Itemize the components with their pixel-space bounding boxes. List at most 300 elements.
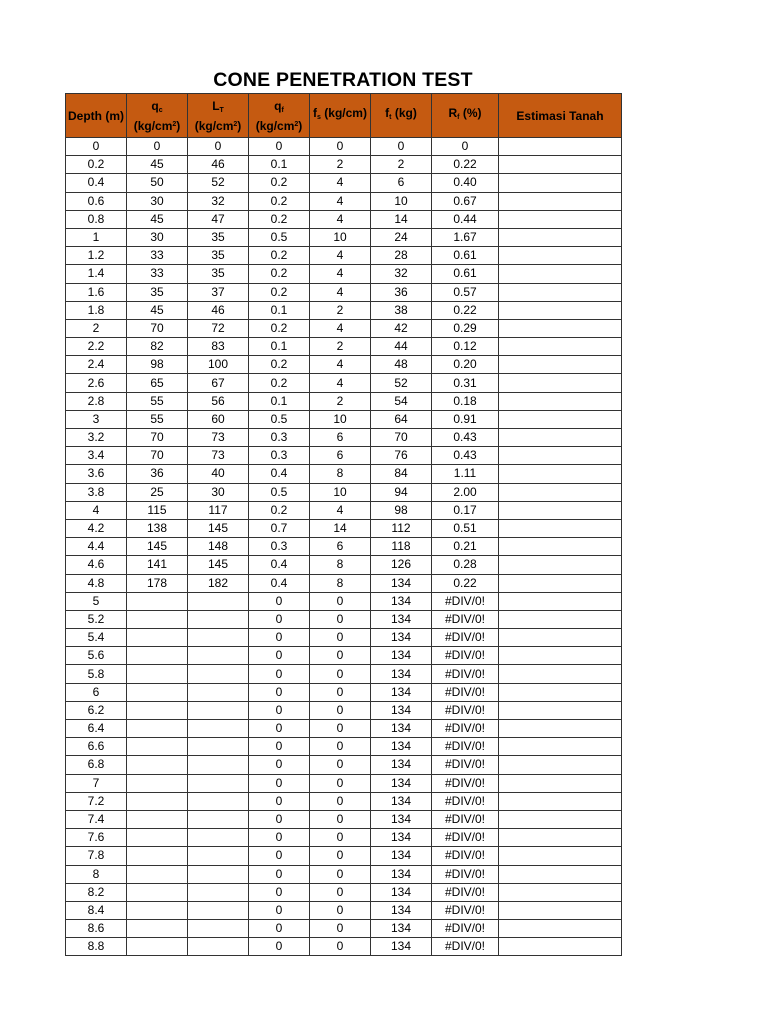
cell-qc: 70	[127, 319, 188, 337]
cell-estimasi	[499, 701, 622, 719]
cell-ft: 84	[371, 465, 432, 483]
cell-lt: 83	[188, 338, 249, 356]
cell-rf: 0.51	[432, 519, 499, 537]
cell-qc: 45	[127, 156, 188, 174]
cell-fs: 4	[310, 501, 371, 519]
cell-depth: 2.2	[66, 338, 127, 356]
cell-fs: 4	[310, 192, 371, 210]
cell-rf: 0.57	[432, 283, 499, 301]
header-rf	[432, 94, 499, 138]
cell-fs: 4	[310, 247, 371, 265]
cell-ft: 6	[371, 174, 432, 192]
cell-estimasi	[499, 501, 622, 519]
cell-rf: #DIV/0!	[432, 792, 499, 810]
cell-qf: 0.2	[249, 192, 310, 210]
cell-fs: 2	[310, 338, 371, 356]
cell-qc: 98	[127, 356, 188, 374]
cell-ft: 64	[371, 410, 432, 428]
cell-ft: 134	[371, 883, 432, 901]
cell-depth: 4	[66, 501, 127, 519]
cell-qf: 0.4	[249, 465, 310, 483]
cell-qc	[127, 920, 188, 938]
cell-rf: 0.12	[432, 338, 499, 356]
cell-rf: 0.22	[432, 574, 499, 592]
cell-rf: 0.28	[432, 556, 499, 574]
cell-ft: 134	[371, 938, 432, 956]
cell-qc	[127, 665, 188, 683]
cell-ft: 134	[371, 574, 432, 592]
table-row	[66, 429, 622, 447]
cell-estimasi	[499, 792, 622, 810]
cell-fs: 4	[310, 374, 371, 392]
cell-ft: 134	[371, 774, 432, 792]
cell-rf: 0.43	[432, 447, 499, 465]
cell-estimasi	[499, 883, 622, 901]
table-row	[66, 483, 622, 501]
cell-qc	[127, 810, 188, 828]
cell-ft: 134	[371, 810, 432, 828]
cell-estimasi	[499, 283, 622, 301]
cell-depth: 6.6	[66, 738, 127, 756]
cell-estimasi	[499, 774, 622, 792]
cell-estimasi	[499, 829, 622, 847]
cell-qf: 0	[249, 701, 310, 719]
cell-qf: 0.3	[249, 538, 310, 556]
header-row	[66, 94, 622, 138]
cell-rf: #DIV/0!	[432, 829, 499, 847]
cell-qc: 55	[127, 392, 188, 410]
header-ft	[371, 94, 432, 138]
cell-rf: #DIV/0!	[432, 920, 499, 938]
cell-rf: #DIV/0!	[432, 865, 499, 883]
cell-rf: #DIV/0!	[432, 738, 499, 756]
rf-subscript: f	[457, 114, 460, 121]
qc-unit: (kg/cm	[133, 118, 173, 133]
lt-unit: (kg/cm	[194, 118, 234, 133]
cell-ft: 134	[371, 720, 432, 738]
cell-rf: #DIV/0!	[432, 883, 499, 901]
cell-lt: 0	[188, 138, 249, 156]
cell-qf: 0.5	[249, 483, 310, 501]
header-lt	[188, 94, 249, 138]
cell-qc: 45	[127, 210, 188, 228]
lt-unit-close: )	[237, 118, 242, 133]
cell-fs: 8	[310, 465, 371, 483]
cell-fs: 0	[310, 629, 371, 647]
cell-estimasi	[499, 465, 622, 483]
cell-lt	[188, 901, 249, 919]
cell-rf: 1.11	[432, 465, 499, 483]
table-row	[66, 647, 622, 665]
cell-depth: 4.4	[66, 538, 127, 556]
cell-qc: 70	[127, 447, 188, 465]
cell-rf: #DIV/0!	[432, 647, 499, 665]
qc-unit-close: )	[176, 118, 181, 133]
cell-qc: 145	[127, 538, 188, 556]
table-row	[66, 883, 622, 901]
rf-symbol: R	[448, 106, 458, 120]
header-fs	[310, 94, 371, 138]
table-row	[66, 447, 622, 465]
cell-rf: #DIV/0!	[432, 756, 499, 774]
table-row	[66, 610, 622, 628]
header-depth-label: Depth (m)	[68, 108, 124, 123]
cell-depth: 6.4	[66, 720, 127, 738]
cell-ft: 134	[371, 592, 432, 610]
cell-lt	[188, 647, 249, 665]
cell-rf: #DIV/0!	[432, 847, 499, 865]
cell-fs: 0	[310, 810, 371, 828]
lt-superscript: 2	[233, 120, 238, 128]
table-row	[66, 283, 622, 301]
cell-qc	[127, 938, 188, 956]
table-row	[66, 792, 622, 810]
cell-rf: 0.44	[432, 210, 499, 228]
cell-fs: 0	[310, 720, 371, 738]
cell-depth: 2.4	[66, 356, 127, 374]
cell-fs: 0	[310, 138, 371, 156]
cell-qf: 0	[249, 629, 310, 647]
cell-qc	[127, 701, 188, 719]
fs-subscript: s	[317, 114, 321, 121]
cell-qf: 0	[249, 683, 310, 701]
table-row	[66, 319, 622, 337]
cell-depth: 1.8	[66, 301, 127, 319]
cell-depth: 8.8	[66, 938, 127, 956]
cell-lt: 145	[188, 556, 249, 574]
table-row	[66, 228, 622, 246]
cell-qc: 50	[127, 174, 188, 192]
cell-rf: 0.91	[432, 410, 499, 428]
cell-qf: 0.1	[249, 338, 310, 356]
cell-estimasi	[499, 138, 622, 156]
cell-fs: 0	[310, 647, 371, 665]
cell-ft: 112	[371, 519, 432, 537]
table-row	[66, 247, 622, 265]
cell-qf: 0.2	[249, 283, 310, 301]
cell-estimasi	[499, 265, 622, 283]
cell-estimasi	[499, 720, 622, 738]
cell-rf: 0.21	[432, 538, 499, 556]
cell-fs: 0	[310, 756, 371, 774]
cell-depth: 1	[66, 228, 127, 246]
cell-depth: 0	[66, 138, 127, 156]
cell-lt	[188, 774, 249, 792]
table-row	[66, 701, 622, 719]
cell-qf: 0.2	[249, 356, 310, 374]
cell-depth: 2.8	[66, 392, 127, 410]
table-row	[66, 156, 622, 174]
cell-qf: 0.2	[249, 174, 310, 192]
table-row	[66, 338, 622, 356]
cell-depth: 8.6	[66, 920, 127, 938]
cell-qc: 33	[127, 247, 188, 265]
qc-subscript: c	[158, 106, 163, 114]
cell-rf: #DIV/0!	[432, 720, 499, 738]
cell-qc: 70	[127, 429, 188, 447]
cell-lt: 148	[188, 538, 249, 556]
cell-estimasi	[499, 610, 622, 628]
cell-lt: 60	[188, 410, 249, 428]
cell-lt: 32	[188, 192, 249, 210]
table-row	[66, 174, 622, 192]
header-qf	[249, 94, 310, 138]
cell-lt	[188, 883, 249, 901]
cell-depth: 3	[66, 410, 127, 428]
qf-symbol: q	[274, 98, 282, 113]
table-row	[66, 938, 622, 956]
table-row	[66, 738, 622, 756]
cell-ft: 36	[371, 283, 432, 301]
cell-qf: 0	[249, 774, 310, 792]
cell-ft: 52	[371, 374, 432, 392]
cell-qc	[127, 883, 188, 901]
ft-subscript: t	[389, 114, 392, 121]
cell-depth: 8	[66, 865, 127, 883]
cell-qc: 0	[127, 138, 188, 156]
cell-fs: 0	[310, 774, 371, 792]
cell-lt: 35	[188, 265, 249, 283]
cell-fs: 0	[310, 665, 371, 683]
cell-estimasi	[499, 920, 622, 938]
cell-depth: 1.6	[66, 283, 127, 301]
cell-fs: 0	[310, 792, 371, 810]
cell-estimasi	[499, 174, 622, 192]
cell-rf: #DIV/0!	[432, 610, 499, 628]
cell-fs: 2	[310, 156, 371, 174]
cell-lt	[188, 810, 249, 828]
cell-depth: 2	[66, 319, 127, 337]
qf-unit: (kg/cm	[255, 118, 295, 133]
cell-estimasi	[499, 228, 622, 246]
cell-ft: 134	[371, 865, 432, 883]
cell-fs: 0	[310, 920, 371, 938]
cell-fs: 10	[310, 410, 371, 428]
cell-fs: 0	[310, 683, 371, 701]
cell-depth: 3.8	[66, 483, 127, 501]
cell-depth: 7.4	[66, 810, 127, 828]
cell-estimasi	[499, 410, 622, 428]
cell-estimasi	[499, 592, 622, 610]
cell-ft: 118	[371, 538, 432, 556]
table-row	[66, 519, 622, 537]
cell-fs: 4	[310, 356, 371, 374]
cell-estimasi	[499, 319, 622, 337]
table-row	[66, 847, 622, 865]
cell-estimasi	[499, 756, 622, 774]
cell-depth: 7.2	[66, 792, 127, 810]
cell-lt: 46	[188, 301, 249, 319]
cell-estimasi	[499, 429, 622, 447]
cell-qc	[127, 865, 188, 883]
cell-depth: 0.2	[66, 156, 127, 174]
table-row	[66, 356, 622, 374]
cell-estimasi	[499, 665, 622, 683]
cell-lt	[188, 665, 249, 683]
cell-depth: 1.2	[66, 247, 127, 265]
cell-fs: 4	[310, 210, 371, 228]
cell-lt	[188, 738, 249, 756]
cell-lt	[188, 592, 249, 610]
cell-estimasi	[499, 356, 622, 374]
cell-qc: 36	[127, 465, 188, 483]
cell-ft: 0	[371, 138, 432, 156]
cell-rf: #DIV/0!	[432, 901, 499, 919]
cell-qc: 141	[127, 556, 188, 574]
table-row	[66, 665, 622, 683]
cell-rf: 0.67	[432, 192, 499, 210]
table-row	[66, 865, 622, 883]
cell-rf: 0.61	[432, 265, 499, 283]
cell-fs: 0	[310, 829, 371, 847]
ft-unit: (kg)	[391, 106, 417, 120]
qf-unit-close: )	[298, 118, 303, 133]
cell-lt	[188, 920, 249, 938]
cell-qc	[127, 829, 188, 847]
cell-estimasi	[499, 447, 622, 465]
cell-ft: 98	[371, 501, 432, 519]
cell-estimasi	[499, 901, 622, 919]
cell-estimasi	[499, 374, 622, 392]
cell-qf: 0	[249, 138, 310, 156]
cell-lt: 40	[188, 465, 249, 483]
cell-depth: 5.4	[66, 629, 127, 647]
cell-depth: 5	[66, 592, 127, 610]
cell-estimasi	[499, 647, 622, 665]
cell-fs: 4	[310, 265, 371, 283]
cell-depth: 7.8	[66, 847, 127, 865]
cell-estimasi	[499, 810, 622, 828]
cell-lt	[188, 701, 249, 719]
cell-qf: 0.1	[249, 301, 310, 319]
cell-fs: 2	[310, 301, 371, 319]
cell-ft: 134	[371, 610, 432, 628]
cell-ft: 134	[371, 738, 432, 756]
table-row	[66, 920, 622, 938]
cell-lt	[188, 938, 249, 956]
cell-estimasi	[499, 574, 622, 592]
cell-qf: 0.5	[249, 228, 310, 246]
cell-depth: 2.6	[66, 374, 127, 392]
cell-estimasi	[499, 483, 622, 501]
cell-fs: 0	[310, 738, 371, 756]
cell-qf: 0	[249, 901, 310, 919]
cell-fs: 6	[310, 447, 371, 465]
table-row	[66, 501, 622, 519]
header-estimasi	[499, 94, 622, 138]
cell-qc	[127, 629, 188, 647]
cell-qc	[127, 720, 188, 738]
cell-rf: 0.18	[432, 392, 499, 410]
cell-ft: 134	[371, 683, 432, 701]
cell-depth: 6.2	[66, 701, 127, 719]
cell-lt	[188, 847, 249, 865]
header-qc	[127, 94, 188, 138]
table-row	[66, 683, 622, 701]
cell-depth: 3.4	[66, 447, 127, 465]
cell-qc	[127, 847, 188, 865]
table-row	[66, 392, 622, 410]
cell-qf: 0	[249, 847, 310, 865]
cell-ft: 44	[371, 338, 432, 356]
cell-qf: 0	[249, 610, 310, 628]
cell-fs: 0	[310, 901, 371, 919]
cell-qf: 0.2	[249, 247, 310, 265]
cell-depth: 4.8	[66, 574, 127, 592]
cell-depth: 5.6	[66, 647, 127, 665]
lt-symbol: L	[212, 98, 220, 113]
cell-ft: 70	[371, 429, 432, 447]
cell-qc: 65	[127, 374, 188, 392]
table-row	[66, 756, 622, 774]
cell-lt: 30	[188, 483, 249, 501]
table-row	[66, 629, 622, 647]
cell-ft: 94	[371, 483, 432, 501]
cell-lt	[188, 610, 249, 628]
cell-qc	[127, 792, 188, 810]
cell-qf: 0.3	[249, 429, 310, 447]
cell-rf: 0.29	[432, 319, 499, 337]
cell-lt: 72	[188, 319, 249, 337]
cell-depth: 7	[66, 774, 127, 792]
cell-depth: 8.4	[66, 901, 127, 919]
qf-superscript: 2	[294, 120, 299, 128]
cell-rf: 0.17	[432, 501, 499, 519]
cell-qc	[127, 610, 188, 628]
cell-qc: 82	[127, 338, 188, 356]
cell-depth: 6	[66, 683, 127, 701]
cell-lt: 47	[188, 210, 249, 228]
cell-ft: 24	[371, 228, 432, 246]
table-row	[66, 538, 622, 556]
cell-lt	[188, 756, 249, 774]
table-row	[66, 301, 622, 319]
cell-lt: 182	[188, 574, 249, 592]
cell-lt: 67	[188, 374, 249, 392]
cell-fs: 0	[310, 847, 371, 865]
cell-depth: 4.2	[66, 519, 127, 537]
cell-qf: 0.2	[249, 265, 310, 283]
cell-qf: 0	[249, 938, 310, 956]
cell-lt	[188, 829, 249, 847]
table-row	[66, 829, 622, 847]
cell-rf: 0.22	[432, 156, 499, 174]
cell-depth: 3.6	[66, 465, 127, 483]
cell-rf: #DIV/0!	[432, 810, 499, 828]
table-row	[66, 556, 622, 574]
cell-fs: 10	[310, 228, 371, 246]
cell-fs: 0	[310, 938, 371, 956]
cell-depth: 3.2	[66, 429, 127, 447]
cell-fs: 4	[310, 174, 371, 192]
page-title: CONE PENETRATION TEST	[213, 69, 473, 91]
cell-rf: 0.43	[432, 429, 499, 447]
cell-ft: 42	[371, 319, 432, 337]
cell-ft: 28	[371, 247, 432, 265]
cell-fs: 0	[310, 883, 371, 901]
cell-ft: 126	[371, 556, 432, 574]
cell-lt: 56	[188, 392, 249, 410]
cpt-table	[65, 93, 622, 956]
cell-qc: 25	[127, 483, 188, 501]
cell-lt: 37	[188, 283, 249, 301]
cell-lt: 117	[188, 501, 249, 519]
cell-depth: 0.8	[66, 210, 127, 228]
cell-fs: 0	[310, 701, 371, 719]
cell-estimasi	[499, 847, 622, 865]
cell-fs: 10	[310, 483, 371, 501]
fs-unit: (kg/cm)	[320, 106, 367, 120]
